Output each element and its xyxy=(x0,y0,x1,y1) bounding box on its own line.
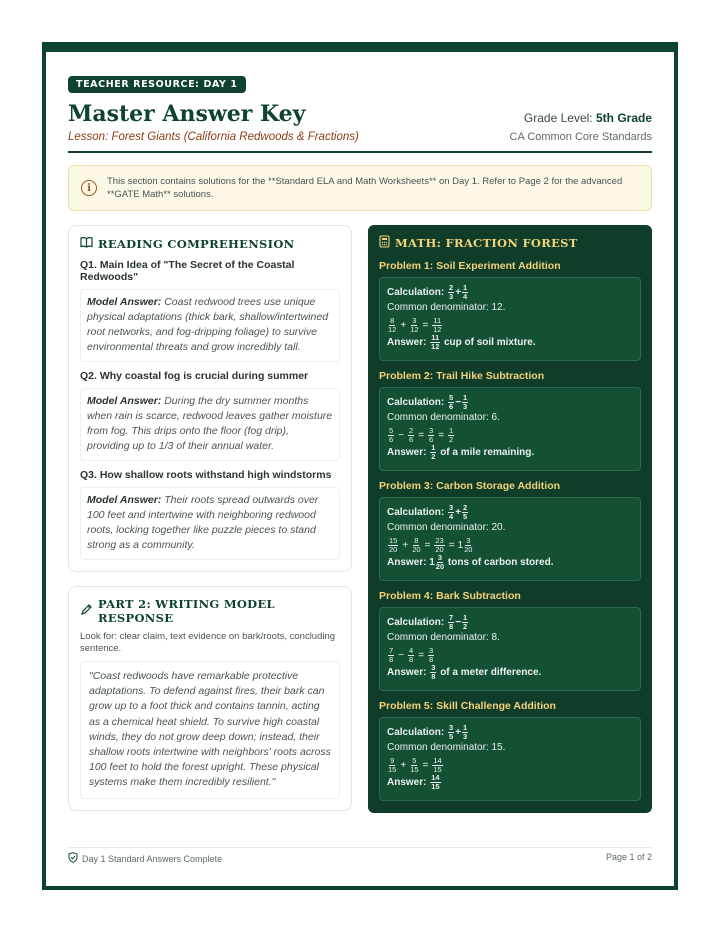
question-3: Q3. How shallow roots withstand high windstorms xyxy=(80,469,332,481)
page-footer xyxy=(68,852,652,866)
problem-4-title: Problem 4: Bark Subtraction xyxy=(379,590,521,602)
model-answer-1: Model Answer: Coast redwood trees use unique physical adaptations (thick bark, shallow/intertwined root networks, and fog-dripping foliage) to survive environmental threats and grow incredibly tall. xyxy=(80,289,340,362)
model-answer-2: Model Answer: During the dry summer months when rain is scarce, redwood leaves gather moisture from fog. This drips onto the floor (fog drip), providing up to 1/3 of their annual water. xyxy=(80,388,340,461)
math-title: MATH: FRACTION FOREST xyxy=(395,236,578,250)
problem-2-title: Problem 2: Trail Hike Subtraction xyxy=(379,370,545,382)
notice-text: This section contains solutions for the **Standard ELA and Math Worksheets** on Day 1. Refer to Page 2 for the advanced **GATE Math** solutions. xyxy=(107,176,623,200)
reading-title: READING COMPREHENSION xyxy=(98,236,295,251)
notice-banner xyxy=(68,165,652,211)
model-answer-3: Model Answer: Their roots spread outwards over 100 feet and intertwine with neighboring redwood roots, locking together like puzzle pieces to stand strong as a community. xyxy=(80,487,340,560)
shield-check-icon xyxy=(68,852,78,866)
grade-level: Grade Level: 5th Grade xyxy=(523,111,652,125)
standards-label: CA Common Core Standards xyxy=(509,131,652,143)
completion-status: Day 1 Standard Answers Complete xyxy=(82,854,223,864)
calculator-icon xyxy=(379,235,390,251)
problem-4-solution: Calculation: $\frac{7}{8}$ − $\frac{1}{2}$ Common denominator: 8. $\frac{7}{8}$ − $\frac{4}{8}$ = $\frac{3}{8}$ Answer: $\frac{3}{8}$ of a meter difference. xyxy=(379,607,641,691)
grade-value: 5th Grade xyxy=(595,111,652,125)
problem-1-solution: Calculation: $\frac{2}{3}$ + $\frac{1}{4}$ Common denominator: 12. $\frac{8}{12}$ + $\frac{3}{12}$ = $\frac{11}{12}$ Answer: $\frac{11}{12}$ cup of soil mixture. xyxy=(379,277,641,361)
model-essay: "Coast redwoods have remarkable protective adaptations. To defend against fires, their bark can grow up to a foot thick and contains tannin, acting as a chemical heat shield. To survive high coastal winds, they do not grow deep down; instead, their shallow roots intertwine with neighbors' roots across 100 feet to hold the forest upright. These physical systems make them incredibly resilient." xyxy=(80,661,340,799)
math-card xyxy=(368,225,652,813)
pen-icon xyxy=(80,603,93,619)
header-divider xyxy=(68,151,652,153)
reading-card xyxy=(68,225,352,572)
question-2: Q2. Why coastal fog is crucial during summer xyxy=(80,370,309,382)
problem-3-solution: Calculation: $\frac{3}{4}$ + $\frac{2}{5}$ Common denominator: 20. $\frac{15}{20}$ + $\frac{8}{20}$ = $\frac{23}{20}$ = 1 $\frac{3}{20}$ Answer: 1 $\frac{3}{20}$ tons of carbon stored. xyxy=(379,497,641,581)
page-number: Page 1 of 2 xyxy=(605,852,652,862)
title-row xyxy=(68,101,652,143)
problem-2-solution: Calculation: $\frac{5}{6}$ − $\frac{1}{3}$ Common denominator: 6. $\frac{5}{6}$ − $\frac{2}{6}$ = $\frac{3}{6}$ = $\frac{1}{2}$ Answer: $\frac{1}{2}$ of a mile remaining. xyxy=(379,387,641,471)
lesson-subtitle: Lesson: Forest Giants (California Redwoods & Fractions) xyxy=(68,131,359,143)
problem-5-title: Problem 5: Skill Challenge Addition xyxy=(379,700,556,712)
writing-card xyxy=(68,586,352,811)
writing-title: PART 2: WRITING MODEL RESPONSE xyxy=(98,597,275,625)
question-1: Q1. Main Idea of "The Secret of the Coastal Redwoods" xyxy=(80,259,295,283)
content-columns xyxy=(68,225,652,813)
answer-key-page xyxy=(42,42,678,890)
problem-3-title: Problem 3: Carbon Storage Addition xyxy=(379,480,561,492)
problem-5-solution: Calculation: $\frac{3}{5}$ + $\frac{1}{3}$ Common denominator: 15. $\frac{9}{15}$ + $\frac{5}{15}$ = $\frac{14}{15}$ Answer: $\frac{14}{15}$ xyxy=(379,717,641,801)
book-icon xyxy=(80,236,93,251)
page-content xyxy=(68,74,652,813)
footer-divider xyxy=(68,847,652,848)
info-icon: i xyxy=(81,180,97,196)
problem-1-title: Problem 1: Soil Experiment Addition xyxy=(379,260,561,272)
look-for-criteria: Look for: clear claim, text evidence on bark/roots, concluding sentence. xyxy=(80,631,336,654)
resource-badge: TEACHER RESOURCE: DAY 1 xyxy=(68,76,246,93)
page-title: Master Answer Key xyxy=(68,101,306,127)
